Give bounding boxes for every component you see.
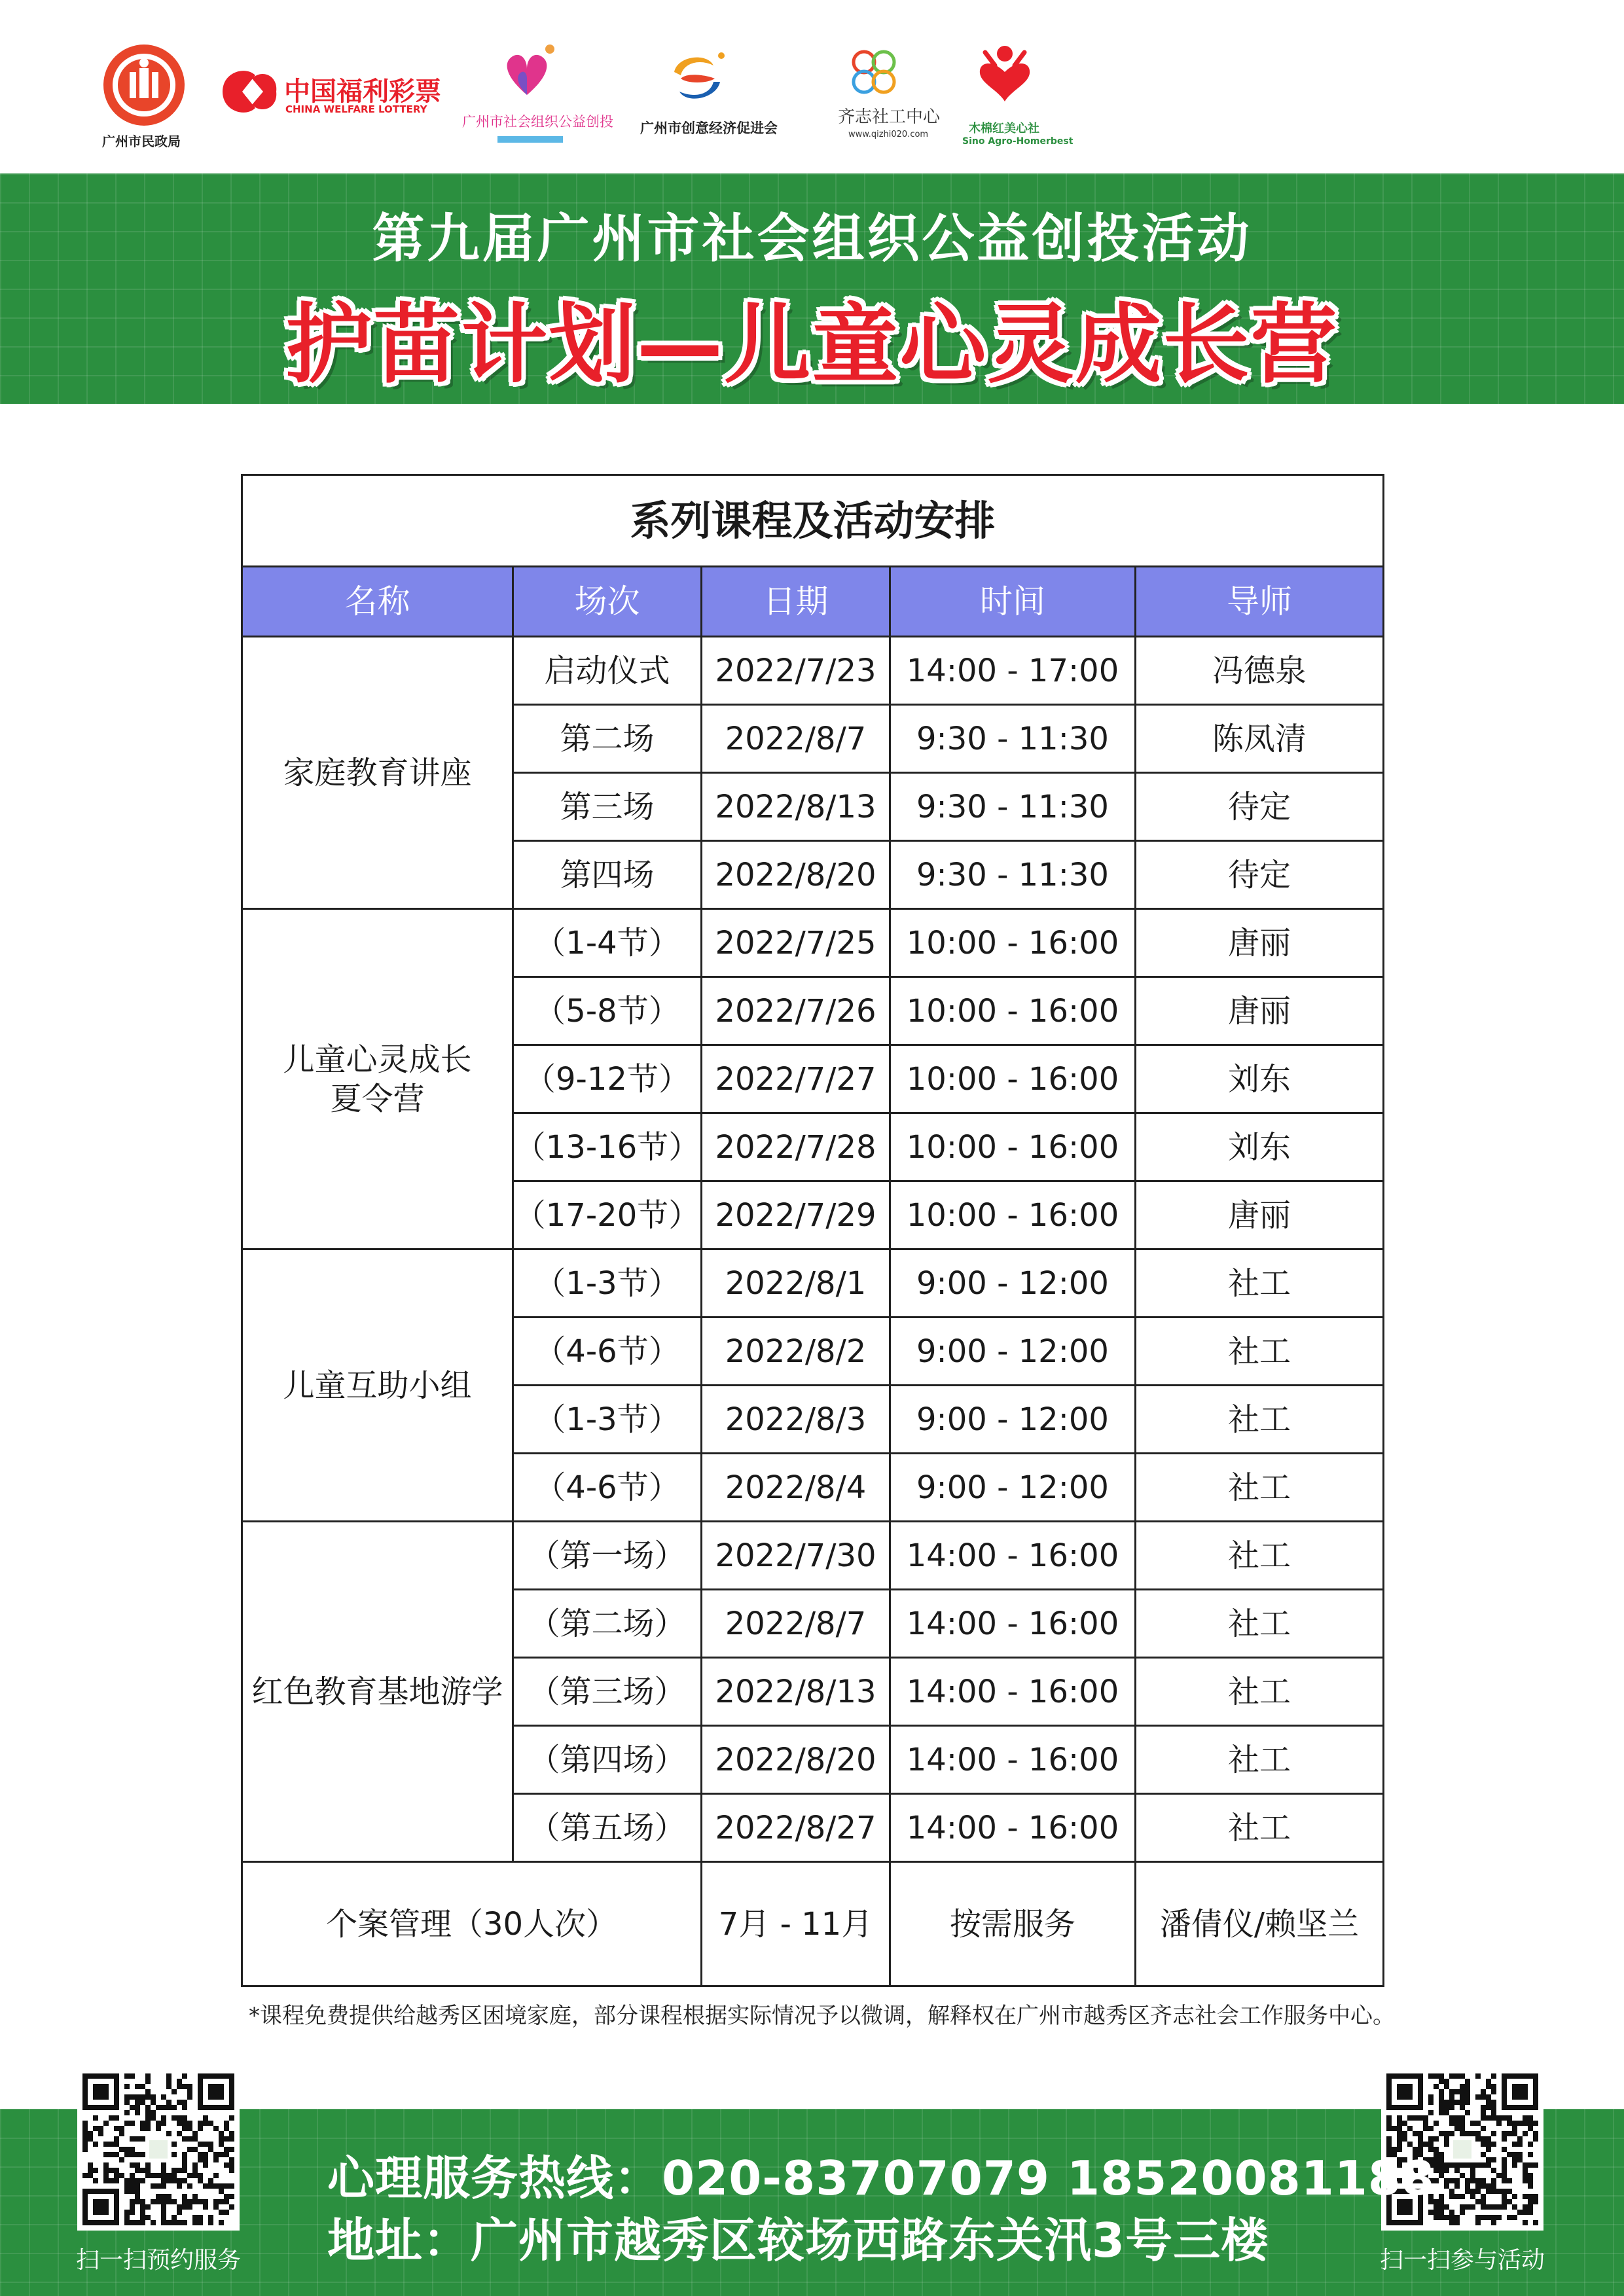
qizhi-social-work-logo	[805, 39, 949, 157]
date-cell: 2022/7/28	[702, 1113, 890, 1181]
time-cell: 10:00 - 16:00	[890, 1113, 1136, 1181]
sino-agro-homerbest-logo	[949, 39, 1074, 157]
time-cell: 14:00 - 16:00	[890, 1658, 1136, 1726]
economy-association-icon	[661, 46, 733, 111]
logo-label: 广州市社会组织公益创投	[462, 114, 613, 130]
time-cell: 14:00 - 16:00	[890, 1522, 1136, 1590]
time-cell: 9:00 - 12:00	[890, 1454, 1136, 1522]
hotline-text: 心理服务热线：020-83707079 18520081188	[327, 2151, 1435, 2206]
time-cell: 14:00 - 16:00	[890, 1726, 1136, 1794]
table-caption: 系列课程及活动安排	[242, 475, 1384, 567]
session-cell: （4-6节）	[513, 1454, 702, 1522]
table-row	[242, 1522, 1384, 1590]
tutor-cell: 刘东	[1136, 1113, 1384, 1181]
date-cell: 2022/7/29	[702, 1181, 890, 1249]
logo-label: 木棉红美心社	[969, 122, 1039, 135]
session-cell: 启动仪式	[513, 637, 702, 705]
tutor-cell: 社工	[1136, 1726, 1384, 1794]
date-cell: 2022/7/23	[702, 637, 890, 705]
logo-label: 广州市创意经济促进会	[640, 120, 778, 136]
column-header: 日期	[702, 567, 890, 637]
tutor-cell: 社工	[1136, 1249, 1384, 1318]
tutor-cell: 社工	[1136, 1590, 1384, 1658]
logo-sublabel: CHINA WELFARE LOTTERY	[285, 103, 427, 115]
session-cell: （5-8节）	[513, 977, 702, 1045]
time-cell: 10:00 - 16:00	[890, 909, 1136, 977]
tutor-cell: 待定	[1136, 773, 1384, 841]
tutor-cell: 社工	[1136, 1658, 1384, 1726]
tutor-cell: 唐丽	[1136, 1181, 1384, 1249]
schedule-table	[241, 474, 1384, 1987]
date-cell: 2022/8/4	[702, 1454, 890, 1522]
tutor-cell: 冯德泉	[1136, 637, 1384, 705]
gongyi-chuangtou-logo	[458, 39, 613, 157]
case-management-row	[242, 1862, 1384, 1986]
session-cell: 第二场	[513, 705, 702, 773]
tutor-cell: 陈凤清	[1136, 705, 1384, 773]
column-header: 场次	[513, 567, 702, 637]
logo-sublabel: Sino Agro-Homerbest	[962, 136, 1074, 147]
time-cell: 9:00 - 12:00	[890, 1386, 1136, 1454]
time-cell: 9:30 - 11:30	[890, 841, 1136, 909]
tutor-cell: 待定	[1136, 841, 1384, 909]
column-header: 时间	[890, 567, 1136, 637]
qr-right-caption: 扫一扫参与活动	[1379, 2247, 1545, 2274]
session-cell: （1-3节）	[513, 1249, 702, 1318]
tutor-cell: 社工	[1136, 1318, 1384, 1386]
logo-bar	[497, 136, 563, 143]
date-cell: 2022/8/3	[702, 1386, 890, 1454]
qr-code-icon	[77, 2068, 240, 2231]
tutor-cell: 唐丽	[1136, 977, 1384, 1045]
tutor-cell: 唐丽	[1136, 909, 1384, 977]
table-row	[242, 909, 1384, 977]
table-row	[242, 1249, 1384, 1318]
date-cell: 2022/7/26	[702, 977, 890, 1045]
date-cell: 2022/8/2	[702, 1318, 890, 1386]
table-row	[242, 637, 1384, 705]
column-header: 名称	[242, 567, 513, 637]
qizhi-social-work-icon	[844, 46, 903, 98]
time-cell: 10:00 - 16:00	[890, 1181, 1136, 1249]
logo-label: 中国福利彩票	[284, 77, 441, 107]
session-cell: （4-6节）	[513, 1318, 702, 1386]
date-cell: 2022/8/13	[702, 1658, 890, 1726]
time-cell: 14:00 - 17:00	[890, 637, 1136, 705]
logo-sublabel: www.qizhi020.com	[848, 130, 929, 139]
welfare-lottery-logo	[216, 39, 439, 157]
session-cell: （第三场）	[513, 1658, 702, 1726]
welfare-lottery-icon	[216, 59, 281, 124]
session-cell: （第一场）	[513, 1522, 702, 1590]
tutor-cell: 社工	[1136, 1794, 1384, 1862]
case-management-name-cell: 个案管理（30人次）	[242, 1862, 702, 1986]
minzheng-emblem-logo	[98, 39, 190, 157]
time-cell: 9:00 - 12:00	[890, 1318, 1136, 1386]
date-cell: 2022/7/25	[702, 909, 890, 977]
sino-agro-homerbest-icon	[965, 39, 1044, 111]
tutor-cell: 社工	[1136, 1522, 1384, 1590]
address-text: 地址：广州市越秀区较场西路东关汛3号三楼	[327, 2213, 1269, 2268]
logo-label: 广州市民政局	[102, 134, 181, 149]
tutor-cell: 潘倩仪/赖坚兰	[1136, 1862, 1384, 1986]
session-cell: （第五场）	[513, 1794, 702, 1862]
date-cell: 2022/8/7	[702, 705, 890, 773]
gongyi-chuangtou-icon	[494, 39, 566, 105]
session-cell: 第四场	[513, 841, 702, 909]
date-cell: 7月 - 11月	[702, 1862, 890, 1986]
date-cell: 2022/8/20	[702, 1726, 890, 1794]
tutor-cell: 社工	[1136, 1454, 1384, 1522]
booking-qr-code[interactable]	[77, 2068, 240, 2231]
page-subtitle: 第九届广州市社会组织公益创投活动	[372, 208, 1252, 269]
session-cell: （第二场）	[513, 1590, 702, 1658]
date-cell: 2022/8/1	[702, 1249, 890, 1318]
session-cell: （9-12节）	[513, 1045, 702, 1113]
date-cell: 2022/8/20	[702, 841, 890, 909]
date-cell: 2022/8/27	[702, 1794, 890, 1862]
column-header: 导师	[1136, 567, 1384, 637]
session-cell: （1-3节）	[513, 1386, 702, 1454]
session-cell: （17-20节）	[513, 1181, 702, 1249]
economy-association-logo	[628, 39, 778, 157]
time-cell: 9:00 - 12:00	[890, 1249, 1136, 1318]
activity-name-cell: 红色教育基地游学	[242, 1522, 513, 1862]
date-cell: 2022/7/30	[702, 1522, 890, 1590]
activity-name-cell: 儿童互助小组	[242, 1249, 513, 1522]
footnote: *课程免费提供给越秀区困境家庭，部分课程根据实际情况予以微调，解释权在广州市越秀区齐志社会工作服务中心。	[249, 2003, 1395, 2029]
session-cell: （第四场）	[513, 1726, 702, 1794]
page-title: 护苗计划—儿童心灵成长营	[285, 295, 1339, 395]
session-cell: （1-4节）	[513, 909, 702, 977]
time-cell: 10:00 - 16:00	[890, 1045, 1136, 1113]
session-cell: （13-16节）	[513, 1113, 702, 1181]
activity-name-cell: 家庭教育讲座	[242, 637, 513, 909]
activity-name-cell: 儿童心灵成长 夏令营	[242, 909, 513, 1249]
time-cell: 14:00 - 16:00	[890, 1794, 1136, 1862]
minzheng-emblem-icon	[98, 39, 190, 131]
sponsor-logos	[85, 39, 1074, 157]
date-cell: 2022/7/27	[702, 1045, 890, 1113]
time-cell: 9:30 - 11:30	[890, 705, 1136, 773]
time-cell: 按需服务	[890, 1862, 1136, 1986]
session-cell: 第三场	[513, 773, 702, 841]
time-cell: 14:00 - 16:00	[890, 1590, 1136, 1658]
tutor-cell: 刘东	[1136, 1045, 1384, 1113]
date-cell: 2022/8/7	[702, 1590, 890, 1658]
date-cell: 2022/8/13	[702, 773, 890, 841]
logo-label: 齐志社工中心	[838, 107, 941, 127]
qr-left-caption: 扫一扫预约服务	[75, 2247, 241, 2274]
tutor-cell: 社工	[1136, 1386, 1384, 1454]
table-header-row	[242, 567, 1384, 637]
time-cell: 10:00 - 16:00	[890, 977, 1136, 1045]
time-cell: 9:30 - 11:30	[890, 773, 1136, 841]
